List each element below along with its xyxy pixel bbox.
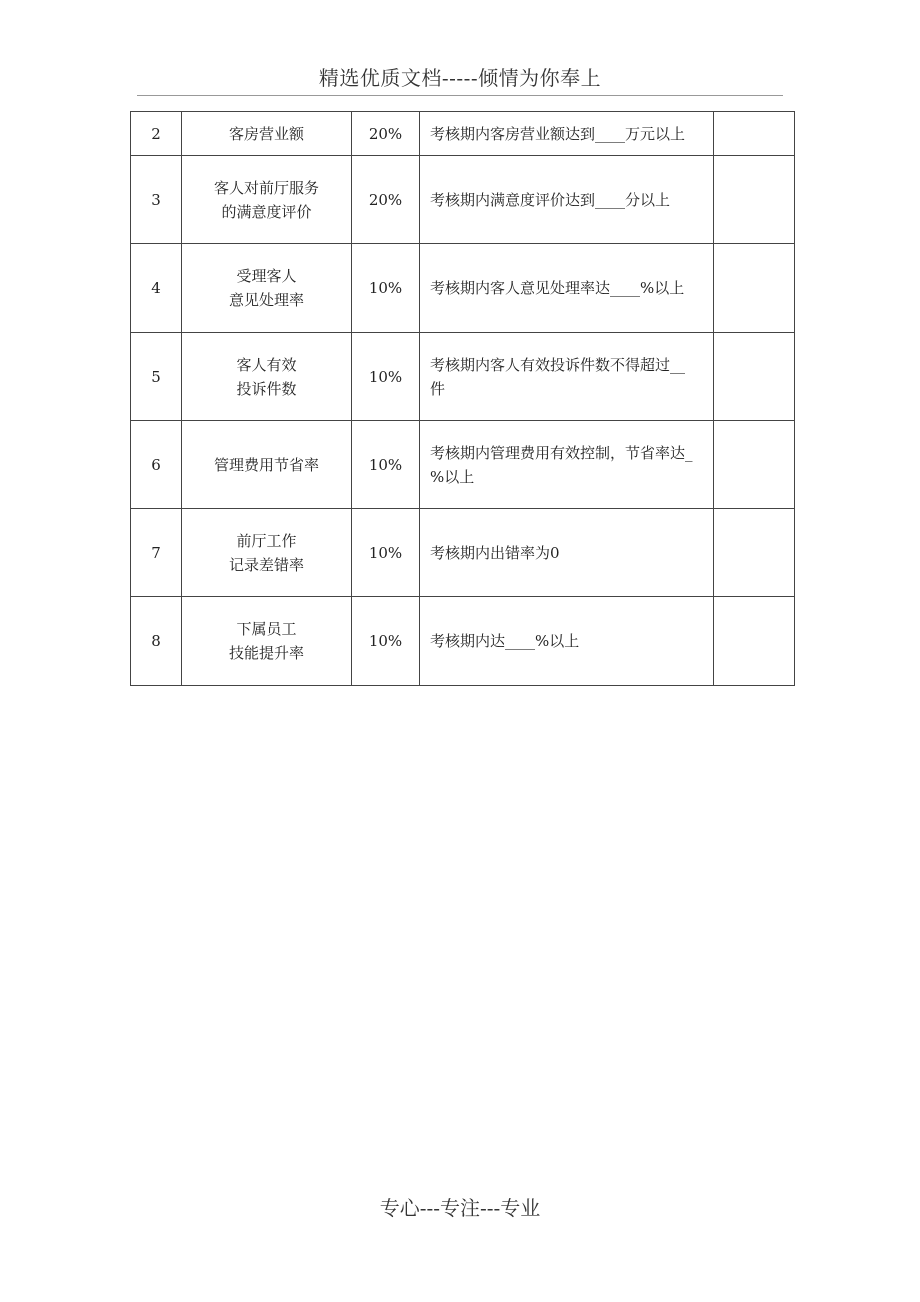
target-line: 考核期内出错率为0 <box>430 543 560 562</box>
page-header: 精选优质文档-----倾情为你奉上 <box>318 66 602 90</box>
score-cell <box>714 597 795 686</box>
target-cell <box>420 244 714 333</box>
page-footer: 专心---专注---专业 <box>379 1196 541 1220</box>
target-line: 考核期内管理费用有效控制，节省率达_ <box>430 443 693 462</box>
table-row <box>131 421 795 509</box>
target-cell <box>420 421 714 509</box>
row-number: 5 <box>131 333 182 421</box>
score-cell <box>714 156 795 244</box>
weight-cell: 10% <box>352 597 420 686</box>
assessment-item-line: 前厅工作 <box>236 531 297 550</box>
target-cell <box>420 509 714 597</box>
row-number: 4 <box>131 244 182 333</box>
assessment-item-line: 意见处理率 <box>228 291 304 309</box>
table-row <box>131 509 795 597</box>
assessment-item-line: 管理费用节省率 <box>213 455 319 474</box>
kpi-table <box>130 111 795 686</box>
table-row <box>131 112 795 156</box>
assessment-item-line: 受理客人 <box>236 267 297 285</box>
assessment-item-line: 投诉件数 <box>236 379 297 398</box>
target-line: 件 <box>430 379 446 398</box>
weight-cell: 10% <box>352 421 420 509</box>
assessment-item <box>182 421 352 509</box>
assessment-item-line: 下属员工 <box>236 620 297 638</box>
assessment-item-line: 记录差错率 <box>228 555 304 574</box>
row-number: 2 <box>131 112 182 156</box>
score-cell <box>714 333 795 421</box>
assessment-item-line: 技能提升率 <box>228 644 304 662</box>
assessment-item <box>182 333 352 421</box>
target-cell <box>420 597 714 686</box>
target-line: 考核期内达____%以上 <box>430 632 580 650</box>
weight-cell: 20% <box>352 112 420 156</box>
table-row <box>131 333 795 421</box>
assessment-item-line: 客房营业额 <box>228 124 304 143</box>
row-number: 3 <box>131 156 182 244</box>
target-line: %以上 <box>430 467 475 486</box>
assessment-item <box>182 156 352 244</box>
weight-cell: 10% <box>352 509 420 597</box>
assessment-item-line: 客人对前厅服务 <box>213 178 319 197</box>
assessment-item <box>182 597 352 686</box>
target-cell <box>420 156 714 244</box>
score-cell <box>714 421 795 509</box>
weight-cell: 10% <box>352 333 420 421</box>
score-cell <box>714 509 795 597</box>
target-cell <box>420 112 714 156</box>
target-line: 考核期内满意度评价达到____分以上 <box>430 190 671 209</box>
assessment-item-line: 客人有效 <box>236 355 297 374</box>
assessment-item <box>182 509 352 597</box>
row-number: 7 <box>131 509 182 597</box>
target-line: 考核期内客房营业额达到____万元以上 <box>430 124 686 143</box>
assessment-item-line: 的满意度评价 <box>221 202 312 221</box>
assessment-item <box>182 112 352 156</box>
weight-cell: 10% <box>352 244 420 333</box>
row-number: 8 <box>131 597 182 686</box>
target-cell <box>420 333 714 421</box>
target-line: 考核期内客人有效投诉件数不得超过__ <box>430 355 686 374</box>
table-row <box>131 597 795 686</box>
row-number: 6 <box>131 421 182 509</box>
score-cell <box>714 244 795 333</box>
header-divider <box>137 95 783 96</box>
assessment-item <box>182 244 352 333</box>
target-line: 考核期内客人意见处理率达____%以上 <box>430 279 685 297</box>
weight-cell: 20% <box>352 156 420 244</box>
score-cell <box>714 112 795 156</box>
table-row <box>131 244 795 333</box>
table-row <box>131 156 795 244</box>
